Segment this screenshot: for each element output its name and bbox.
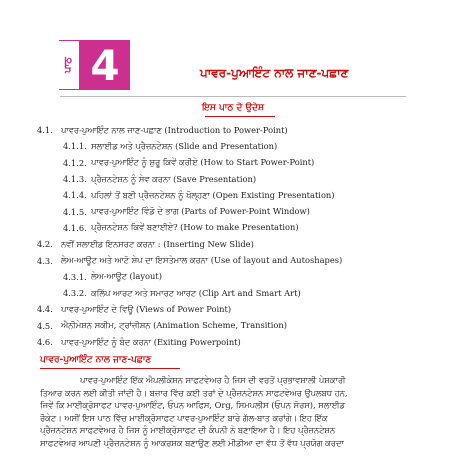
chapter-word: ਪਾਠ <box>59 40 80 90</box>
title-rule <box>60 96 406 97</box>
body-paragraph <box>40 374 428 449</box>
toc-item-number: 4.2. <box>37 239 53 250</box>
toc-item-number: 4.4. <box>37 304 53 315</box>
paragraph-line: ਰੌਕੇਟ। ਅਸੀਂ ਇਸ ਪਾਠ ਵਿੱਚ ਮਾਈਕ੍ਰੋਸਾਫਟ ਪਾਵਰ-ਪੁਆਇੰਟ ਬਾਰੇ ਗੱਲ-ਬਾਤ ਕਰਾਂਗੇ। ਇਹ ਇੱਕ <box>40 412 328 423</box>
toc-item-number: 4.1. <box>37 125 53 136</box>
toc-item-text: ਪਹਿਲਾਂ ਤੋਂ ਬਣੀ ਪ੍ਰੈਜ਼ਨਟੇਸ਼ਨ ਨੂੰ ਖੋਲ੍ਹਣਾ (Open Existing Presentation) <box>91 189 335 200</box>
toc-item-number: 4.1.2. <box>63 157 87 168</box>
toc-item-number: 4.1.3. <box>63 174 87 185</box>
toc-item <box>37 269 447 285</box>
toc-item <box>37 301 447 317</box>
toc-item-number: 4.1.1. <box>63 141 87 152</box>
toc-item-text: ਪਾਵਰ-ਪੁਆਇੰਟ ਦੇ ਵਿਊ (Views of Power Point) <box>61 303 232 314</box>
toc-item-text: ਲੇਅ-ਆਊਟ ਅਤੇ ਆਟੋ ਸ਼ੇਪ ਦਾ ਇਸਤੇਮਾਲ ਕਰਨਾ (Use of layout and Autoshapes) <box>61 255 343 266</box>
toc-item <box>37 122 447 138</box>
toc-item <box>37 203 447 219</box>
toc-item-number: 4.3. <box>37 255 53 266</box>
paragraph-line: ਪ੍ਰੈਜ਼ਨਟੇਸ਼ਨ ਸਾਫਟਵੇਅਰ ਹੈ ਜਿਸ ਨੂੰ ਮਾਈਕ੍ਰੋਸਾਫਟ ਦੀ ਕੰਪਨੀ ਨੇ ਬਣਾਇਆ ਹੈ। ਇਹ ਪ੍ਰੈਜ਼ਨਟੇਸ਼ਨ <box>40 425 336 435</box>
toc-item <box>37 236 447 252</box>
toc-item <box>37 155 447 171</box>
toc-item-number: 4.5. <box>37 320 53 331</box>
toc-item <box>37 138 447 154</box>
section-underline <box>40 368 180 369</box>
toc-item-text: ਲੇਅ-ਆਊਟ (layout) <box>91 271 162 282</box>
toc-item-text: ਕਲਿੱਪ ਆਰਟ ਅਤੇ ਸਮਾਰਟ ਆਰਟ (Clip Art and Smart Art) <box>91 287 301 298</box>
objectives-underline <box>205 116 275 117</box>
paragraph-line: ਤਿਆਰ ਕਰਨ ਲਈ ਕੀਤੀ ਜਾਂਦੀ ਹੈ। ਬਜ਼ਾਰ ਵਿੱਚ ਕਈ ਤਰਾਂ ਦੇ ਪ੍ਰੈਜ਼ਨਟੇਸ਼ਨ ਸਾਫਟਵੇਅਰ ਉਪਲਬਧ ਹਨ, <box>40 387 348 398</box>
toc-item-number: 4.6. <box>37 337 53 347</box>
toc-item-text: ਪਾਵਰ-ਪੁਆਇੰਟ ਨੂੰ ਸ਼ੁਰੂ ਕਿਵੇਂ ਕਰੀਏ (How to Start Power-Point) <box>91 157 315 168</box>
toc-item-text: ਪਾਵਰ-ਪੁਆਇੰਟ ਨਾਲ ਜਾਣ-ਪਛਾਣ (Introduction to Power-Point) <box>61 124 288 135</box>
toc-item-number: 4.1.6. <box>63 222 87 233</box>
toc-item-text: ਐਨੀਮੇਸ਼ਨ ਸਕੀਮ, ਟ੍ਰਾਂਜ਼ੀਸ਼ਨ (Animation Scheme, Transition) <box>61 320 287 331</box>
toc-item <box>37 252 447 268</box>
toc-item-text: ਸਲਾਈਡ ਅਤੇ ਪ੍ਰੈਜ਼ਨਟੇਸ਼ਨ (Slide and Presentation) <box>91 140 278 151</box>
toc-item <box>37 318 447 334</box>
toc-item-number: 4.3.2. <box>63 288 87 299</box>
toc-item-text: ਪਾਵਰ-ਪੁਆਇੰਟ ਨੂੰ ਬੰਦ ਕਰਨਾ (Exiting Powerpoint) <box>61 336 241 347</box>
toc-item-number: 4.1.4. <box>63 190 87 201</box>
toc-item-text: ਪ੍ਰੈਜ਼ਨਟੇਸ਼ਨ ਨੂੰ ਸੇਵ ਕਰਨਾ (Save Presentation) <box>91 173 257 184</box>
objectives-heading: ਇਸ ਪਾਠ ਦੇ ਉਦੇਸ਼ <box>202 103 264 113</box>
chapter-number: 4 <box>80 40 130 90</box>
chapter-badge <box>59 40 130 90</box>
chapter-title: ਪਾਵਰ-ਪੁਆਇੰਟ ਨਾਲ ਜਾਣ-ਪਛਾਣ <box>200 66 349 80</box>
toc-item <box>37 334 447 350</box>
paragraph-line: ਪਾਵਰ-ਪੁਆਇੰਟ ਇੱਕ ਐਪਲੀਕੇਸ਼ਨ ਸਾਫਟਵੇਅਰ ਹੈ ਜਿਸ ਦੀ ਵਰਤੋਂ ਪ੍ਰਭਾਵਸ਼ਾਲੀ ਪੇਸ਼ਕਾਰੀ <box>80 375 346 385</box>
toc-item <box>37 285 447 301</box>
toc-item <box>37 220 447 236</box>
table-of-contents <box>37 122 447 350</box>
toc-item-text: ਪਾਵਰ-ਪੁਆਇੰਟ ਵਿੰਡੋ ਦੇ ਭਾਗ (Parts of Power-Point Window) <box>91 206 310 217</box>
toc-item-number: 4.3.1. <box>63 271 87 282</box>
toc-item <box>37 171 447 187</box>
paragraph-line: ਜਿਵੇਂ ਕਿ ਮਾਈਕ੍ਰੋਸਾਫਟ ਪਾਵਰ-ਪੁਆਇੰਟ, ਓਪਨ ਆਫਿਸ, Org, ਸਿਮਪਲੀਸ (ਓਪਨ ਸੋਰਸ), ਸਲਾਈਡ <box>40 400 345 410</box>
toc-item-number: 4.1.5. <box>63 206 87 217</box>
paragraph-line: ਸਾਫਟਵੇਅਰ ਆਪਣੀ ਪ੍ਰੈਜ਼ਨਟੇਸ਼ਨ ਨੂੰ ਆਕਰਸ਼ਕ ਬਣਾਉਣ ਲਈ ਮੀਡੀਆ ਦਾ ਵੱਧ ਤੋਂ ਵੱਧ ਪ੍ਰਯੋਗ ਕਰਦਾ <box>40 437 344 448</box>
toc-item-text: ਪ੍ਰੈਜ਼ਨਟੇਸ਼ਨ ਕਿਵੇਂ ਬਣਾਈਏ? (How to make Presentation) <box>91 222 299 233</box>
toc-item-text: ਨਵੀਂ ਸਲਾਈਡ ਇਨਸਰਟ ਕਰਨਾ : (Inserting New Slide) <box>61 238 254 249</box>
toc-item <box>37 187 447 203</box>
section-heading: ਪਾਵਰ-ਪੁਆਇੰਟ ਨਾਲ ਜਾਣ-ਪਛਾਣ <box>40 355 152 365</box>
